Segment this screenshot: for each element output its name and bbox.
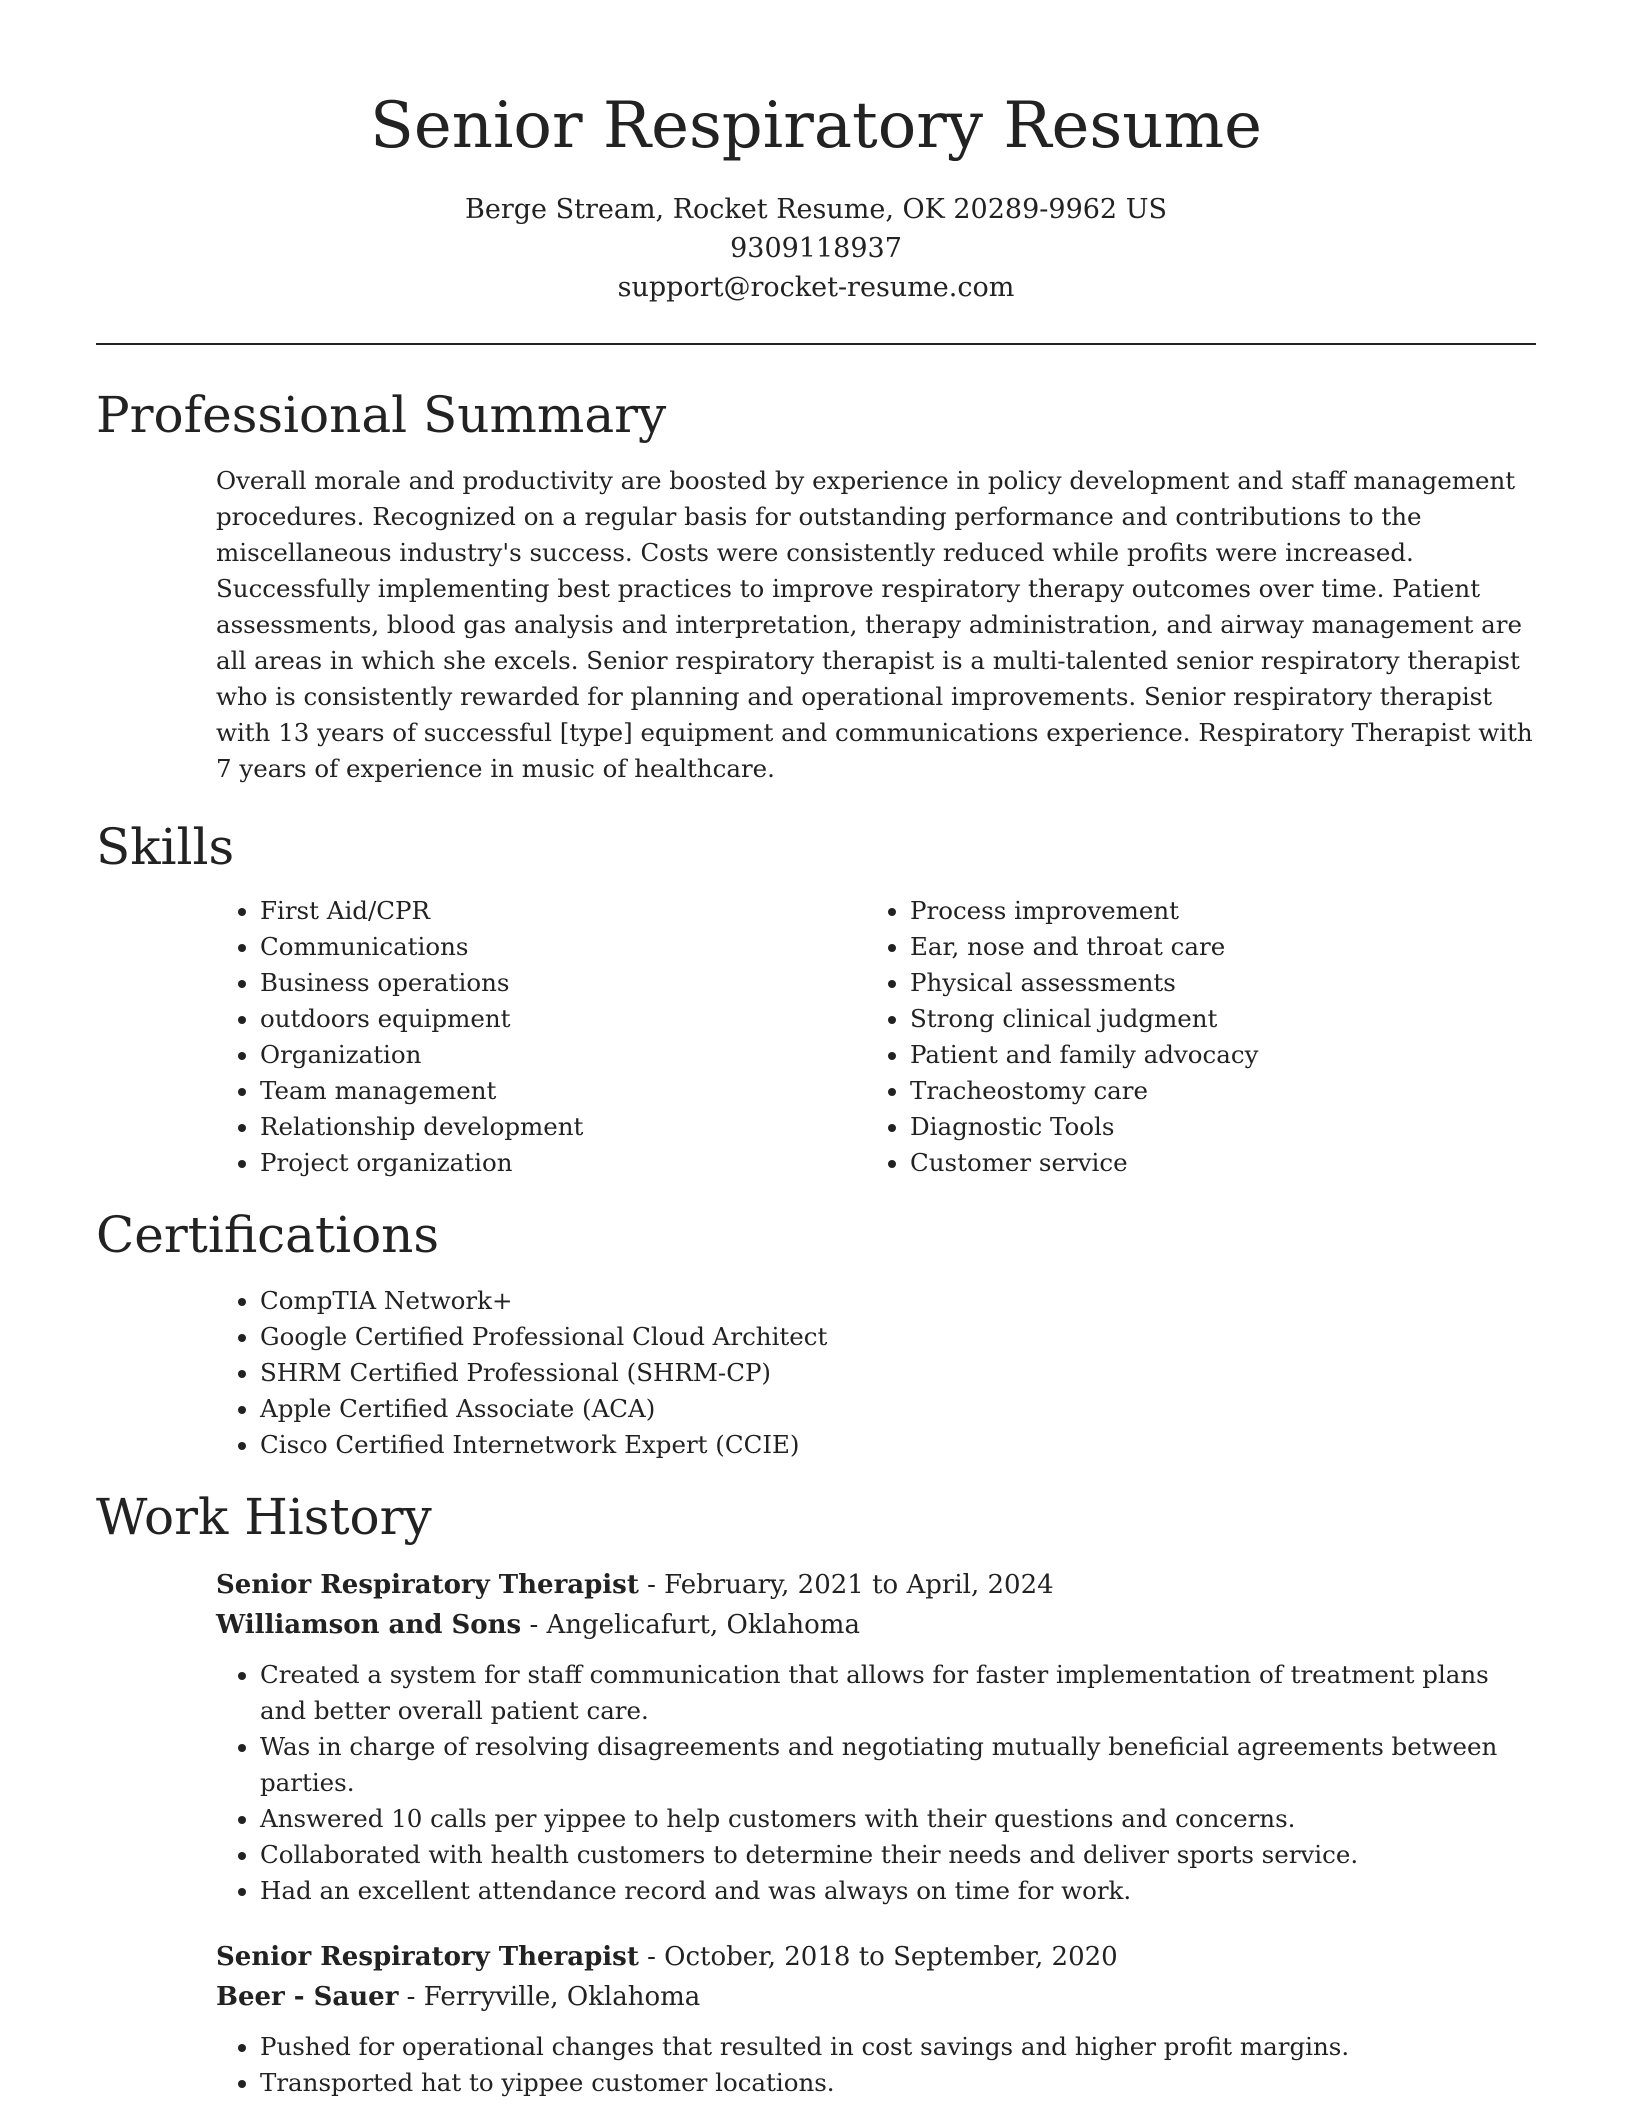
resume-header bbox=[96, 0, 1536, 307]
skill-item: • outdoors equipment bbox=[260, 1001, 866, 1037]
job-bullet: • Answered 10 calls per yippee to help customers with their questions and concerns. bbox=[260, 1801, 1536, 1837]
resume-title: Senior Respiratory Resume bbox=[370, 89, 1262, 163]
contact-phone: 9309118937 bbox=[730, 233, 902, 264]
job-role: Senior Respiratory Therapist bbox=[216, 1942, 639, 1972]
job-bullet: • Pushed for operational changes that resulted in cost savings and higher profit margins. bbox=[260, 2029, 1536, 2065]
job-entry bbox=[216, 1937, 1536, 2101]
job-bullet: • Created a system for staff communication that allows for faster implementation of treatment plans and better overall patient care. bbox=[260, 1657, 1536, 1729]
skill-item: • Project organization bbox=[260, 1145, 866, 1181]
skill-item: • Physical assessments bbox=[910, 965, 1516, 1001]
job-location: - Ferryville, Oklahoma bbox=[398, 1982, 701, 2012]
skill-item: • Diagnostic Tools bbox=[910, 1109, 1516, 1145]
skill-item: • Relationship development bbox=[260, 1109, 866, 1145]
skill-item: • Communications bbox=[260, 929, 866, 965]
skill-item: • Patient and family advocacy bbox=[910, 1037, 1516, 1073]
job-location: - Angelicafurt, Oklahoma bbox=[521, 1610, 860, 1640]
summary-heading: Professional Summary bbox=[96, 386, 667, 444]
job-bullets bbox=[216, 1657, 1536, 1909]
job-company: Williamson and Sons bbox=[216, 1610, 522, 1640]
job-bullet: • Was in charge of resolving disagreements and negotiating mutually beneficial agreements between parties. bbox=[260, 1729, 1536, 1801]
certification-item: • Apple Certified Associate (ACA) bbox=[260, 1391, 1536, 1427]
job-bullets bbox=[216, 2029, 1536, 2101]
skill-item: • Customer service bbox=[910, 1145, 1516, 1181]
skill-item: • Business operations bbox=[260, 965, 866, 1001]
skills-heading: Skills bbox=[96, 818, 235, 876]
certification-item: • SHRM Certified Professional (SHRM-CP) bbox=[260, 1355, 1536, 1391]
resume-page bbox=[96, 0, 1536, 2101]
job-dates: - February, 2021 to April, 2024 bbox=[638, 1570, 1054, 1600]
skill-item: • Team management bbox=[260, 1073, 866, 1109]
certifications-list bbox=[216, 1283, 1536, 1463]
skill-item: • Strong clinical judgment bbox=[910, 1001, 1516, 1037]
certification-item: • Cisco Certified Internetwork Expert (CCIE) bbox=[260, 1427, 1536, 1463]
skill-item: • Ear, nose and throat care bbox=[910, 929, 1516, 965]
skill-item: • First Aid/CPR bbox=[260, 893, 866, 929]
certification-item: • Google Certified Professional Cloud Architect bbox=[260, 1319, 1536, 1355]
skills-list-left bbox=[216, 893, 866, 1181]
certifications-bullets bbox=[216, 1283, 1536, 1463]
job-entry bbox=[216, 1565, 1536, 1909]
contact-address: Berge Stream, Rocket Resume, OK 20289-9962 US bbox=[465, 194, 1167, 225]
contact-email: support@rocket-resume.com bbox=[617, 272, 1015, 303]
skill-item: • Tracheostomy care bbox=[910, 1073, 1516, 1109]
skill-item: • Organization bbox=[260, 1037, 866, 1073]
contact-block bbox=[96, 190, 1536, 307]
job-company: Beer - Sauer bbox=[216, 1982, 399, 2012]
job-bullet: • Collaborated with health customers to determine their needs and deliver sports service. bbox=[260, 1837, 1536, 1873]
certification-item: • CompTIA Network+ bbox=[260, 1283, 1536, 1319]
certifications-heading: Certifications bbox=[96, 1206, 440, 1264]
job-bullet: • Had an excellent attendance record and was always on time for work. bbox=[260, 1873, 1536, 1909]
job-dates: - October, 2018 to September, 2020 bbox=[638, 1942, 1118, 1972]
skills-grid bbox=[216, 893, 1536, 1181]
job-title-line bbox=[216, 1937, 1536, 1977]
job-company-line bbox=[216, 1605, 1536, 1645]
skill-item: • Process improvement bbox=[910, 893, 1516, 929]
job-role: Senior Respiratory Therapist bbox=[216, 1570, 639, 1600]
skills-column-right bbox=[866, 893, 1516, 1181]
summary-text: Overall morale and productivity are boosted by experience in policy development and staff management procedures. Recognized on a regular basis for outstanding performance and contributions to the miscellaneous industry's success. Costs were consistently reduced while profits were increased. Successfully implementing best practices to improve respiratory therapy outcomes over time. Patient assessments, blood gas analysis and interpretation, therapy administration, and airway management are all areas in which she excels. Senior respiratory therapist is a multi-talented senior respiratory therapist who is consistently rewarded for planning and operational improvements. Senior respiratory therapist with 13 years of successful [type] equipment and communications experience. Respiratory Therapist with 7 years of experience in music of healthcare. bbox=[216, 466, 1533, 783]
header-divider bbox=[96, 343, 1536, 345]
skills-column-left bbox=[216, 893, 866, 1181]
job-title-line bbox=[216, 1565, 1536, 1605]
job-company-line bbox=[216, 1977, 1536, 2017]
skills-list-right bbox=[866, 893, 1516, 1181]
work-history-heading: Work History bbox=[96, 1488, 432, 1546]
job-bullet: • Transported hat to yippee customer locations. bbox=[260, 2065, 1536, 2101]
